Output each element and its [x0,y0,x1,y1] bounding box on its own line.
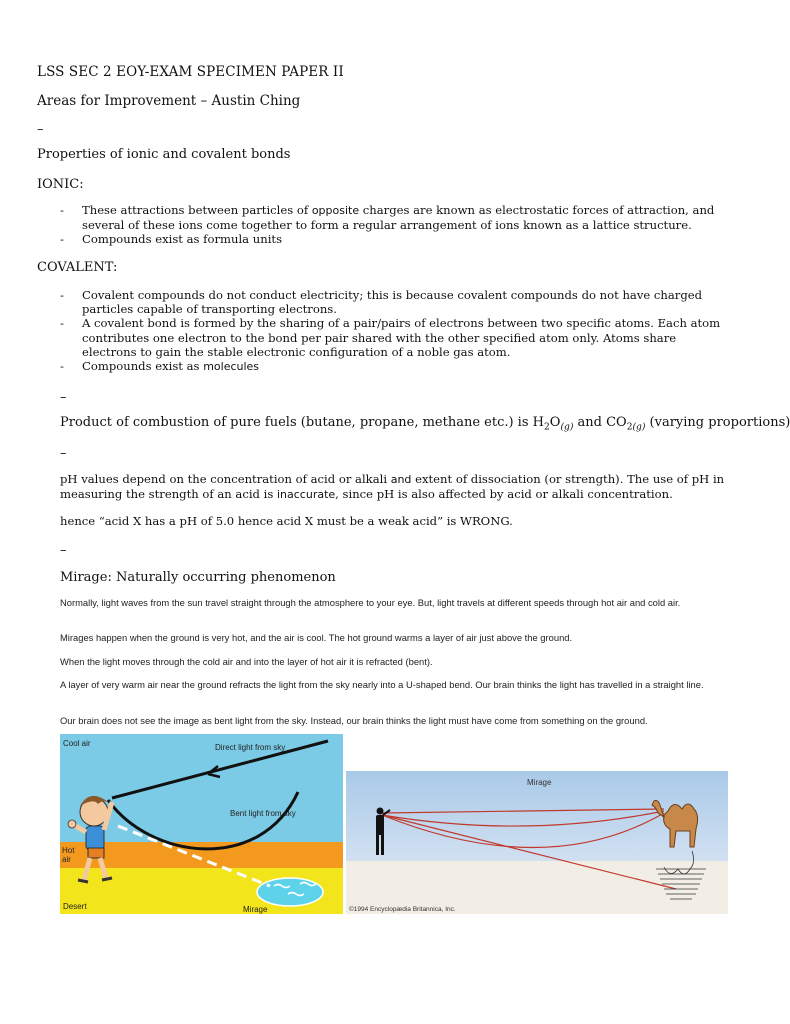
covalent-item-3-text: Compounds exist as [82,359,204,374]
covalent-item-1-text: Covalent compounds do not conduct electricity; this is because covalent compounds do not have charged particles capable of transporting electrons. [82,288,703,317]
mirage-paragraph-5: Our brain does not see the image as bent light from the sky. Instead, our brain thinks the light must have come from something on the ground. [60,715,648,726]
hot-air-label-2: air [62,855,71,864]
emphasis-and: and [390,473,412,486]
mirage-paragraph-1: Normally, light waves from the sun travel straight through the atmosphere to your eye. But, light travels at different speeds through hot air and cold air. [60,597,681,608]
ionic-list [60,203,730,247]
combustion-text: O [549,415,561,430]
emphasis-opposite: opposite [311,204,360,217]
ph-text: pH values depend on the concentration of acid or alkali [60,472,391,486]
hot-air-label-1: Hot [62,846,75,855]
bent-light-label: Bent light from sky [230,809,296,818]
list-item [60,232,730,246]
section-separator: – [60,446,67,461]
bullet: - [60,316,64,331]
cool-air-label: Cool air [63,739,91,748]
document-subtitle: Areas for Improvement – Austin Ching [37,93,301,109]
state-symbol: (g) [632,422,646,433]
figure-title: Mirage [527,778,552,787]
subscript: 2 [543,422,550,433]
combustion-text: and CO [573,415,627,430]
ph-text: , since pH is also affected by acid or alkali concentration. [335,487,673,502]
section-separator: – [60,390,67,405]
ionic-item-1-rest: charges are known as electrostatic forces of attraction, and several of these ions come together to form a regular arrangement of ions known as a lattice structure. [82,203,715,233]
mirage-heading: Mirage: Naturally occurring phenomenon [60,570,336,585]
desert-label: Desert [63,902,87,911]
ionic-item-1-text: These attractions between particles of [82,203,312,217]
list-item [60,316,730,359]
list-item [60,203,730,232]
cool-air-layer [60,734,343,842]
bonds-heading: Properties of ionic and covalent bonds [37,147,291,162]
mirage-paragraph-2: Mirages happen when the ground is very hot, and the air is cool. The hot ground warms a layer of air just above the ground. [60,632,573,643]
ionic-item-2-text: Compounds exist as formula units [82,232,283,247]
bullet: - [60,359,64,374]
combustion-text: Product of combustion of pure fuels (butane, propane, methane etc.) is H [60,415,544,430]
covalent-list [60,288,730,374]
ph-paragraph [60,472,730,502]
section-separator: – [37,122,44,137]
mirage-pool [257,878,323,906]
covalent-label: COVALENT: [37,260,118,275]
combustion-text: (varying proportions) [645,415,790,430]
list-item [60,288,730,316]
mirage-diagram [60,734,343,914]
bullet: - [60,203,64,217]
document-title: LSS SEC 2 EOY-EXAM SPECIMEN PAPER II [37,64,344,80]
ph-text: extent of dissociation (or strength). The use of pH in measuring the strength of an acid is [60,472,725,502]
combustion-statement [60,415,790,433]
bullet: - [60,232,64,247]
figure-credit: ©1994 Encyclopædia Britannica, Inc. [349,906,456,913]
emphasis-molecules: molecules [203,360,260,374]
bullet: - [60,288,64,302]
ionic-label: IONIC: [37,177,84,192]
section-separator: – [60,543,67,558]
state-symbol: (g) [560,422,574,433]
ph-conclusion: hence “acid X has a pH of 5.0 hence acid X must be a weak acid” is WRONG. [60,514,513,528]
covalent-item-2-text: A covalent bond is formed by the sharing of a pair/pairs of electrons between two specific atoms. Each atom contributes one electron to the bond per pair shared with the other specified atom only. Atoms share electrons to gain the stable electronic configuration of a noble gas atom. [82,316,721,359]
britannica-mirage-illustration [346,771,728,914]
emphasis-inaccurate: inaccurate [276,488,336,502]
list-item [60,359,730,374]
mirage-paragraph-3: When the light moves through the cold air and into the layer of hot air it is refracted (bent). [60,656,433,667]
subscript: 2 [626,422,633,433]
mirage-label: Mirage [243,905,268,914]
direct-light-label: Direct light from sky [215,743,286,752]
mirage-paragraph-4: A layer of very warm air near the ground refracts the light from the sky nearly into a U-shaped bend. Our brain thinks the light has travelled in a straight line. [60,679,704,690]
